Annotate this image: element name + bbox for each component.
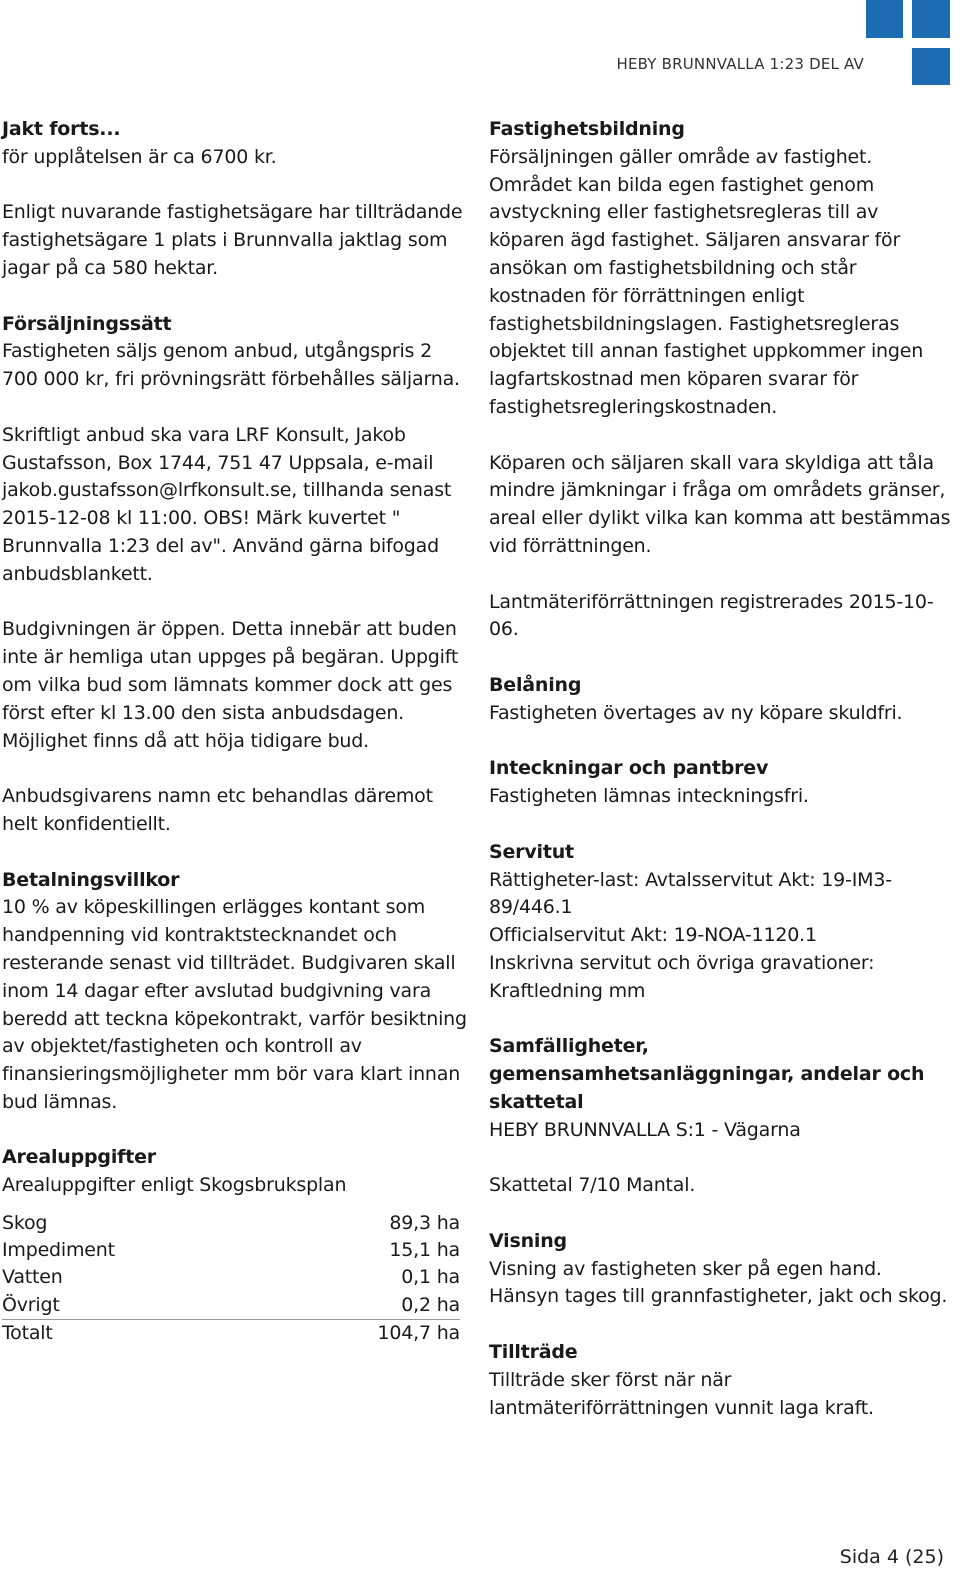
forsaljningssatt-text-1: Fastigheten säljs genom anbud, utgångspris 2 700 000 kr, fri prövningsrätt förbehålles säljarna.: [2, 340, 460, 391]
area-total-label: Totalt: [2, 1319, 267, 1347]
table-row: [2, 1292, 460, 1320]
logo-square-3: [912, 48, 950, 85]
forsaljningssatt-text-3: Budgivningen är öppen. Detta innebär att buden inte är hemliga utan uppges på begäran. Uppgift om vilka bud som lämnats kommer dock att ges först efter kl 13.00 den sista anbudsdagen. Möjlighet finns då att höja tidigare bud.: [2, 618, 459, 752]
area-label: Skog: [2, 1212, 48, 1235]
fastighetsbildning-text-3: Lantmäteriförrättningen registrerades 2015-10-06.: [489, 590, 934, 641]
fastighetsbildning-heading: Fastighetsbildning: [489, 118, 685, 140]
visning-heading: Visning: [489, 1229, 567, 1252]
visning-text: Visning av fastigheten sker på egen hand. Hänsyn tages till grannfastigheter, jakt och skog.: [489, 1257, 948, 1308]
area-value: 0,2 ha: [401, 1293, 460, 1316]
tilltrade-text: Tillträde sker först när när lantmäteriförrättningen vunnit laga kraft.: [489, 1368, 874, 1419]
samfalligheter-text-2: Skattetal 7/10 Mantal.: [489, 1174, 696, 1197]
table-row: [2, 1264, 460, 1291]
jakt-text-1: för upplåtelsen är ca 6700 kr.: [2, 145, 277, 168]
arealuppgifter-heading: Arealuppgifter: [2, 1146, 156, 1169]
header-title: HEBY BRUNNVALLA 1:23 DEL AV: [616, 55, 864, 73]
area-table: [2, 1210, 460, 1347]
belaning-heading: Belåning: [489, 673, 582, 696]
betalningsvillkor-heading: Betalningsvillkor: [2, 868, 180, 891]
area-label: Impediment: [2, 1239, 115, 1262]
arealuppgifter-subtitle: Arealuppgifter enligt Skogsbruksplan: [2, 1174, 347, 1197]
area-value: 15,1 ha: [389, 1239, 460, 1262]
area-value: 89,3 ha: [389, 1212, 460, 1235]
fastighetsbildning-text-1: Försäljningen gäller område av fastighet. Området kan bilda egen fastighet genom avstyckning eller fastighetsregleras till av köparen ägd fastighet. Säljaren ansvarar för ansökan om fastighetsbildning och står kostnaden för förrättningen enligt fastighetsbildningslagen. Fastighetsregleras objektet till annan fastighet uppkommer ingen lagfartskostnad men köparen svarar för fastighetsregleringskostnaden.: [489, 145, 924, 418]
jakt-heading: Jakt forts...: [2, 118, 121, 140]
samfalligheter-text-1: HEBY BRUNNVALLA S:1 - Vägarna: [489, 1118, 801, 1141]
jakt-text-2: Enligt nuvarande fastighetsägare har tillträdande fastighetsägare 1 plats i Brunnvalla jaktlag som jagar på ca 580 hektar.: [2, 201, 463, 279]
area-value: 0,1 ha: [401, 1266, 460, 1289]
inteckningar-text: Fastigheten lämnas inteckningsfri.: [489, 785, 809, 808]
right-column: [489, 116, 955, 1450]
servitut-line-3: Inskrivna servitut och övriga gravationer: Kraftledning mm: [489, 951, 875, 1002]
table-row: [2, 1237, 460, 1264]
betalningsvillkor-text: 10 % av köpeskillingen erlägges kontant som handpenning vid kontraktstecknandet och resterande senast vid tillträdet. Budgivaren skall inom 14 dagar efter avslutad budgivning vara beredd att teckna köpekontrakt, varför besiktning av objektet/fastigheten och kontroll av finansieringsmöjligheter mm bör vara klart innan bud lämnas.: [2, 896, 467, 1113]
area-total-value: 104,7 ha: [267, 1319, 460, 1347]
left-column: [2, 116, 472, 1347]
servitut-line-2: Officialservitut Akt: 19-NOA-1120.1: [489, 924, 817, 947]
logo-square-2: [912, 0, 950, 38]
servitut-heading: Servitut: [489, 840, 574, 863]
fastighetsbildning-text-2: Köparen och säljaren skall vara skyldiga att tåla mindre jämkningar i fråga om områdets gränser, areal eller dylikt vilka kan komma att bestämmas vid förrättningen.: [489, 451, 951, 557]
table-row-total: [2, 1319, 460, 1347]
page-number: Sida 4 (25): [839, 1546, 944, 1568]
belaning-text: Fastigheten övertages av ny köpare skuldfri.: [489, 701, 903, 724]
area-label: Vatten: [2, 1266, 63, 1289]
inteckningar-heading: Inteckningar och pantbrev: [489, 757, 769, 780]
forsaljningssatt-heading: Försäljningssätt: [2, 312, 172, 335]
servitut-line-1: Rättigheter-last: Avtalsservitut Akt: 19-IM3-89/446.1: [489, 868, 892, 919]
forsaljningssatt-text-2: Skriftligt anbud ska vara LRF Konsult, Jakob Gustafsson, Box 1744, 751 47 Uppsala, e-mail jakob.gustafsson@lrfkonsult.se, tillhanda senast 2015-12-08 kl 11:00. OBS! Märk kuvertet " Brunnvalla 1:23 del av". Använd gärna bifogad anbudsblankett.: [2, 423, 452, 585]
area-label: Övrigt: [2, 1293, 60, 1316]
tilltrade-heading: Tillträde: [489, 1341, 578, 1364]
forsaljningssatt-text-4: Anbudsgivarens namn etc behandlas däremot helt konfidentiellt.: [2, 785, 433, 835]
logo-square-1: [866, 0, 903, 38]
table-row: [2, 1210, 460, 1237]
samfalligheter-heading: Samfälligheter, gemensamhetsanläggningar, andelar och skattetal: [489, 1035, 925, 1113]
